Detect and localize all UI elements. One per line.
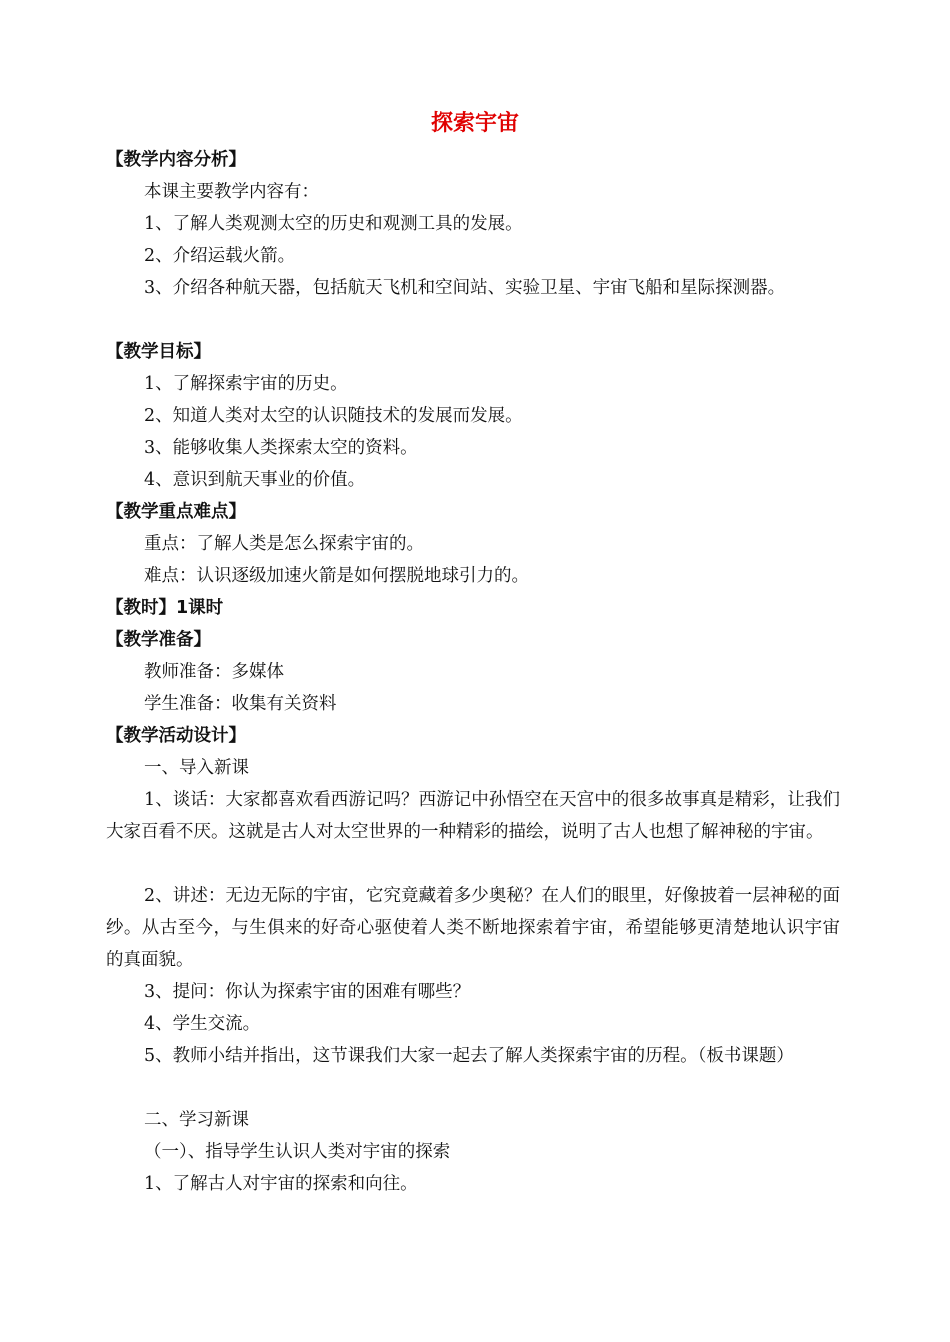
analysis-intro: 本课主要教学内容有： (144, 182, 319, 202)
analysis-item: 3、介绍各种航天器，包括航天飞机和空间站、实验卫星、宇宙飞船和星际探测器。 (144, 278, 786, 298)
section-heading-goals: 【教学目标】 (106, 342, 211, 362)
page-title: 探索宇宙 (430, 111, 519, 136)
part-title: 一、导入新课 (144, 758, 249, 778)
key-point-item: 重点：了解人类是怎么探索宇宙的。 (144, 534, 424, 554)
subsection-item: 1、了解古人对宇宙的探索和向往。 (144, 1174, 418, 1194)
activity-paragraph: 1、谈话：大家都喜欢看西游记吗？西游记中孙悟空在天宫中的很多故事真是精彩，让我们大家百看不厌。这就是古人对太空世界的一种精彩的描绘，说明了古人也想了解神秘的宇宙。 (106, 790, 840, 842)
section-heading-preparation: 【教学准备】 (106, 630, 211, 650)
activity-paragraph: 2、讲述：无边无际的宇宙，它究竟藏着多少奥秘？在人们的眼里，好像披着一层神秘的面纱。从古至今，与生俱来的好奇心驱使着人类不断地探索着宇宙，希望能够更清楚地认识宇宙的真面貌。 (106, 886, 840, 970)
goal-item: 1、了解探索宇宙的历史。 (144, 374, 348, 394)
section-heading-duration: 【教时】1课时 (106, 598, 224, 618)
activity-paragraph: 4、学生交流。 (144, 1014, 261, 1034)
key-point-item: 难点：认识逐级加速火箭是如何摆脱地球引力的。 (144, 566, 529, 586)
goal-item: 3、能够收集人类探索太空的资料。 (144, 438, 418, 458)
section-heading-key-points: 【教学重点难点】 (106, 502, 246, 522)
subsection-title: （一）、指导学生认识人类对宇宙的探索 (144, 1142, 451, 1162)
activity-paragraph: 5、教师小结并指出，这节课我们大家一起去了解人类探索宇宙的历程。（板书课题） (144, 1046, 794, 1066)
analysis-item: 1、了解人类观测太空的历史和观测工具的发展。 (144, 214, 523, 234)
goal-item: 2、知道人类对太空的认识随技术的发展而发展。 (144, 406, 523, 426)
section-heading-activities: 【教学活动设计】 (106, 726, 246, 746)
goal-item: 4、意识到航天事业的价值。 (144, 470, 366, 490)
preparation-item: 学生准备：收集有关资料 (144, 694, 337, 714)
section-heading-analysis: 【教学内容分析】 (106, 150, 246, 170)
activity-paragraph: 3、提问：你认为探索宇宙的困难有哪些？ (144, 982, 471, 1002)
preparation-item: 教师准备：多媒体 (144, 662, 284, 682)
part-title: 二、学习新课 (144, 1110, 249, 1130)
analysis-item: 2、介绍运载火箭。 (144, 246, 296, 266)
